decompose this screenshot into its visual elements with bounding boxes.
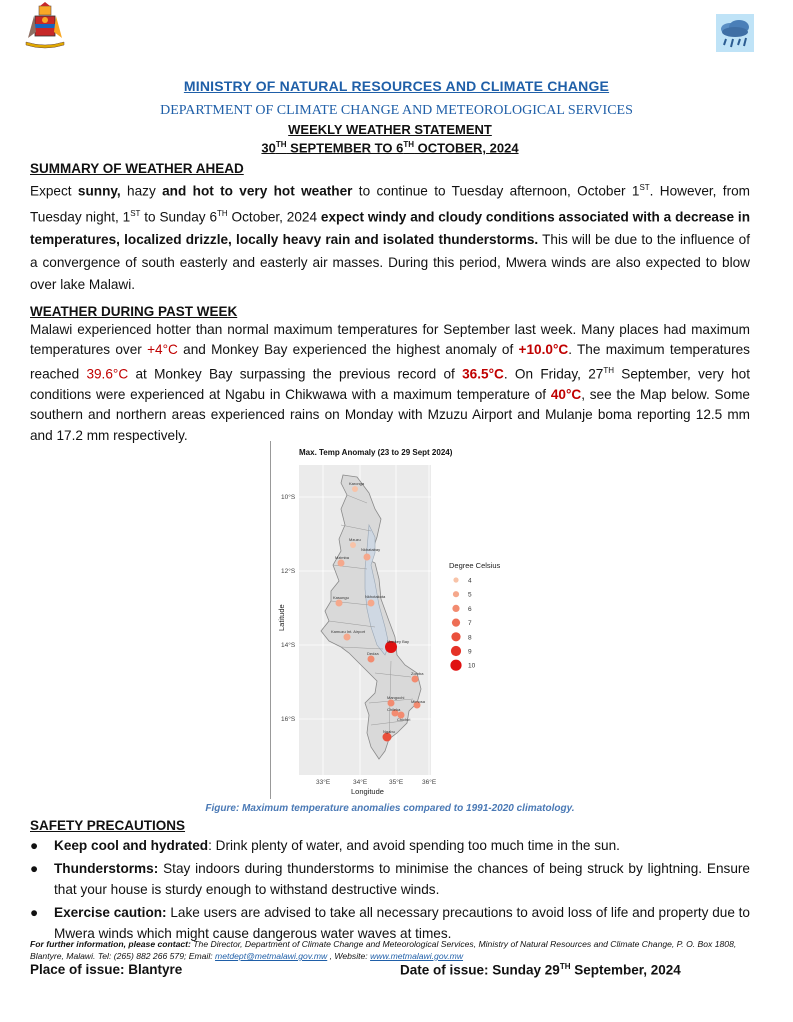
station-label-nkhotakota: Nkhotakota: [365, 594, 386, 599]
legend-label-6: 6: [468, 605, 472, 613]
lon-tick-34e: 34°E: [353, 779, 368, 786]
station-label-monkey-bay: Monkey Bay: [387, 639, 410, 644]
website-link[interactable]: www.metmalawi.gov.mw: [370, 951, 464, 961]
safety-heading: SAFETY PRECAUTIONS: [30, 818, 186, 833]
legend-title: Degree Celsius: [449, 561, 501, 570]
bullet-icon: ●: [30, 905, 39, 920]
summary-paragraph: Expect sunny, hazy and hot to very hot weather to continue to Tuesday afternoon, October 1ST. However, from Tuesday night, 1ST to Sunday 6TH October, 2024 expect windy and cloudy conditions associated with a decrease in temperatures, localized drizzle, locally heavy rain and isolated thunderstorms. This will be due to the influence of a convergence of south easterly and easterly air masses. During this period, Mwera winds are also expected to blow over lake Malawi.: [30, 183, 750, 293]
lon-tick-35e: 35°E: [389, 779, 404, 786]
station-marker-zomba: [412, 676, 419, 683]
station-label-chileka: Chileka: [387, 707, 401, 712]
legend-label-9: 9: [468, 648, 472, 656]
station-label-nkhatabay: Nkhatabay: [361, 547, 381, 552]
lat-tick-14s: 14°S: [281, 642, 296, 649]
date-of-issue: Date of issue: Sunday 29TH September, 2024: [400, 962, 681, 978]
past-week-paragraph: Malawi experienced hotter than normal maximum temperatures for September last week. Many places had maximum temperatures over +4°C and Monkey Bay experienced the highest anomaly of +10.0°C. The maximum temperatures reached 39.6°C at Monkey Bay surpassing the previous record of 36.5°C. On Friday, 27TH September, very hot conditions were experienced at Ngabu in Chikwawa with a maximum temperature of 40°C, see the Map below. Some southern and northern areas experienced rains on Monday with Mzuzu Airport and Mulanje boma reporting 12.5 mm and 17.2 mm respectively.: [30, 322, 751, 443]
station-label-chichiri: Chichiri: [397, 717, 411, 722]
station-marker-nkhatabay: [364, 554, 371, 561]
y-axis-label: Latitude: [277, 604, 286, 631]
legend-label-4: 4: [468, 577, 472, 585]
map-title: Max. Temp Anomaly (23 to 29 Sept 2024): [299, 448, 453, 457]
statement-title: WEEKLY WEATHER STATEMENT: [288, 122, 492, 137]
lat-tick-12s: 12°S: [281, 568, 296, 575]
contact-info: For further information, please contact: The Director, Department of Climate Change and Meteorological Services, Ministry of Natural Resources and Climate Change, P. O. Box 1808, Blantyre, Malawi. Tel: (265) 882 266 579; Email: metdept@metmalawi.gov.mw , Website: www.metmalawi.gov.mw: [30, 939, 737, 961]
legend-swatch-4: [453, 577, 458, 582]
coat-of-arms-logo: [22, 2, 68, 50]
legend-swatch-10: [450, 660, 461, 671]
statement-period: 30TH SEPTEMBER TO 6TH OCTOBER, 2024: [261, 140, 519, 156]
station-label-karonga: Karonga: [349, 481, 365, 486]
lon-tick-36e: 36°E: [422, 779, 437, 786]
station-marker-kia: [344, 634, 351, 641]
place-of-issue: Place of issue: Blantyre: [30, 962, 183, 977]
lat-tick-10s: 10°S: [281, 494, 296, 501]
legend-label-8: 8: [468, 634, 472, 642]
station-marker-mzimba: [338, 560, 345, 567]
legend-swatch-7: [452, 619, 460, 627]
station-label-zomba: Zomba: [411, 671, 424, 676]
legend-label-5: 5: [468, 591, 472, 599]
station-label-kasungu: Kasungu: [333, 595, 349, 600]
rain-cloud-icon: [716, 14, 754, 52]
safety-list-container: [30, 835, 750, 946]
station-label-mangochi: Mangochi: [387, 695, 405, 700]
station-label-dedza: Dedza: [367, 651, 379, 656]
station-label-kia: Kamuzu Int. Airport: [331, 629, 366, 634]
legend-swatch-9: [451, 646, 461, 656]
ministry-title: MINISTRY OF NATURAL RESOURCES AND CLIMATE CHANGE: [183, 78, 610, 94]
station-marker-mzuzu: [350, 542, 356, 548]
summary-heading: SUMMARY OF WEATHER AHEAD: [30, 161, 244, 176]
station-marker-kasungu: [336, 600, 343, 607]
lon-tick-33e: 33°E: [316, 779, 331, 786]
station-label-mzuzu: Mzuzu: [349, 537, 361, 542]
past-week-heading: WEATHER DURING PAST WEEK: [30, 304, 238, 319]
station-marker-dedza: [368, 656, 375, 663]
bullet-icon: ●: [30, 838, 39, 853]
map-caption: Figure: Maximum temperature anomalies compared to 1991-2020 climatology.: [205, 803, 575, 814]
email-link[interactable]: metdept@metmalawi.gov.mw: [215, 951, 328, 961]
legend-swatch-6: [452, 605, 459, 612]
bullet-icon: ●: [30, 861, 39, 876]
station-marker-karonga: [352, 486, 358, 492]
safety-item-thunderstorms: ● Thunderstorms: Stay indoors during thunderstorms to minimise the chances of being struck by lightning. Ensure that your house is sturdy enough to withstand destructive winds.: [30, 858, 750, 900]
legend-label-7: 7: [468, 620, 472, 628]
station-label-mimosa: Mimosa: [411, 699, 426, 704]
station-marker-mangochi: [388, 700, 395, 707]
temperature-anomaly-map: [270, 441, 519, 799]
safety-item-exercise-caution: ● Exercise caution: Lake users are advised to take all necessary precautions to avoid loss of life and property due to Mwera winds which might cause dangerous water waves at times.: [30, 902, 750, 944]
legend-label-10: 10: [468, 662, 476, 670]
station-marker-nkhotakota: [368, 600, 375, 607]
x-axis-label: Longitude: [351, 787, 384, 796]
safety-item-keep-cool: ● Keep cool and hydrated: Drink plenty of water, and avoid spending too much time in the sun.: [30, 835, 750, 856]
department-title: DEPARTMENT OF CLIMATE CHANGE AND METEOROLOGICAL SERVICES: [160, 103, 633, 118]
legend-swatch-8: [451, 632, 460, 641]
station-label-ngabu: Ngabu: [383, 729, 395, 734]
safety-list: [30, 835, 750, 944]
station-label-mzimba: Mzimba: [335, 555, 350, 560]
lat-tick-16s: 16°S: [281, 716, 296, 723]
legend-swatch-5: [453, 591, 459, 597]
